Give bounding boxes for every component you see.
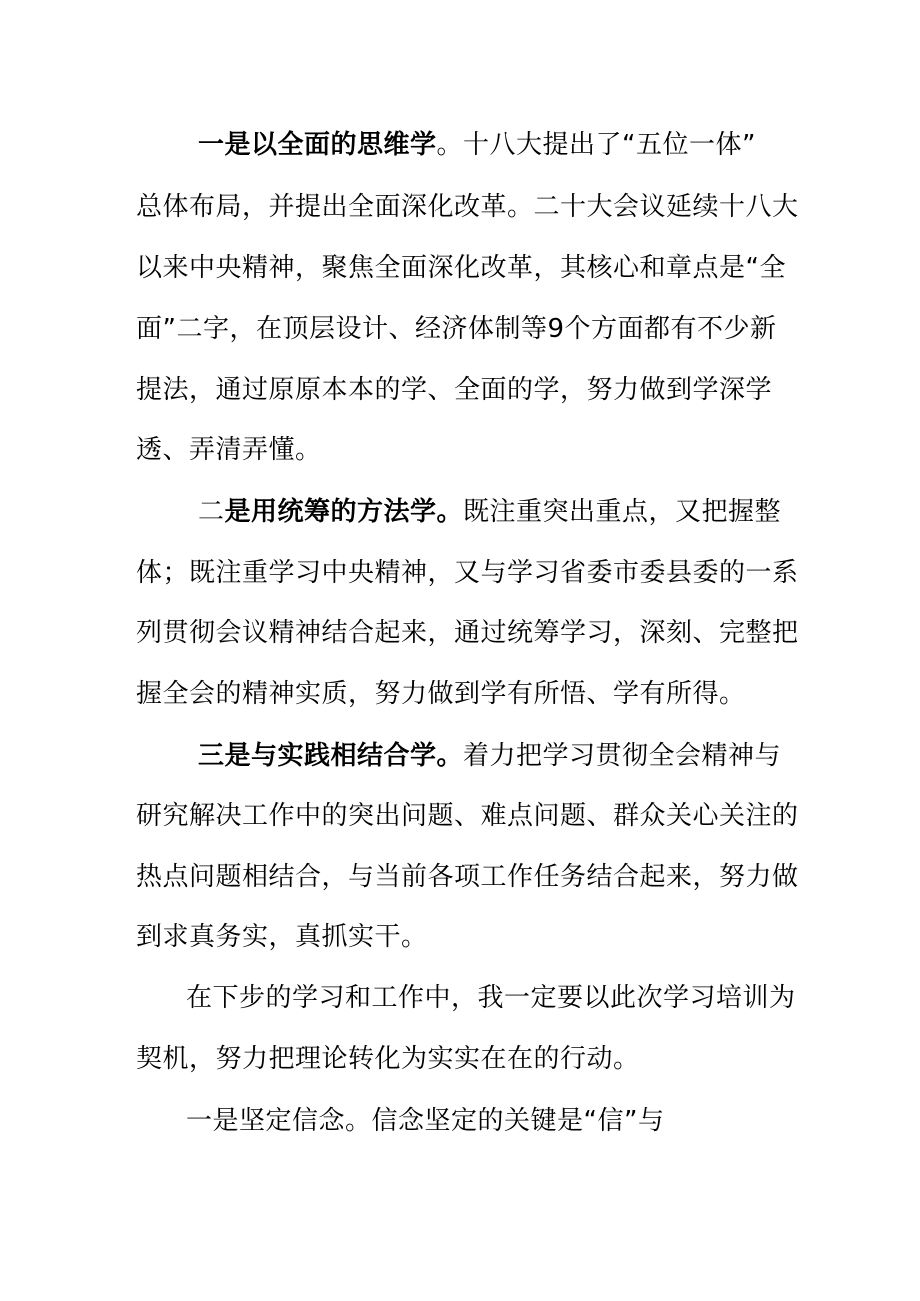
- paragraph-1-line-6: 透、弄清弄懂。: [136, 435, 322, 465]
- paragraph-3-line-3: 热点问题相结合，与当前各项工作任务结合起来，努力做: [136, 862, 799, 892]
- paragraph-1-line-1: [198, 130, 756, 160]
- paragraph-4-line-2: 契机，努力把理论转化为实实在在的行动。: [136, 1044, 640, 1074]
- paragraph-3-line-1: [198, 741, 781, 771]
- paragraph-1-line-2: 总体布局，并提出全面深化改革。二十大会议延续十八大: [136, 192, 799, 222]
- paragraph-2-text: 既注重突出重点，又把握整: [463, 497, 782, 527]
- paragraph-3-line-4: 到求真务实，真抓实干。: [136, 922, 428, 952]
- paragraph-4-line-1: 在下步的学习和工作中，我一定要以此次学习培训为: [186, 983, 796, 1013]
- paragraph-1-text: 。十八大提出了“五位一体”: [436, 130, 756, 160]
- paragraph-2-heading-prefix: 二: [198, 497, 225, 527]
- paragraph-3-heading: 三是与实践相结合学。: [198, 741, 464, 771]
- paragraph-2-line-2: 体；既注重学习中央精神，又与学习省委市委县委的一系: [136, 558, 799, 588]
- paragraph-1-heading: 一是以全面的思维学: [198, 130, 437, 160]
- paragraph-5-line-1: 一是坚定信念。信念坚定的关键是“信”与: [186, 1106, 665, 1136]
- paragraph-1-line-3: 以来中央精神，聚焦全面深化改革，其核心和章点是“全: [136, 253, 786, 283]
- paragraph-2-line-3: 列贯彻会议精神结合起来，通过统筹学习，深刻、完整把: [136, 618, 799, 648]
- paragraph-2-line-4: 握全会的精神实质，努力做到学有所悟、学有所得。: [136, 679, 746, 709]
- paragraph-1-line-5: 提法，通过原原本本的学、全面的学，努力做到学深学: [136, 375, 773, 405]
- paragraph-1-line-4: 面”二字，在顶层设计、经济体制等9个方面都有不少新: [136, 314, 777, 344]
- paragraph-3-line-2: 研究解决工作中的突出问题、难点问题、群众关心关注的: [136, 801, 799, 831]
- paragraph-3-text: 着力把学习贯彻全会精神与: [463, 741, 782, 771]
- paragraph-2-line-1: [198, 497, 781, 527]
- paragraph-2-heading: 是用统筹的方法学。: [224, 497, 464, 527]
